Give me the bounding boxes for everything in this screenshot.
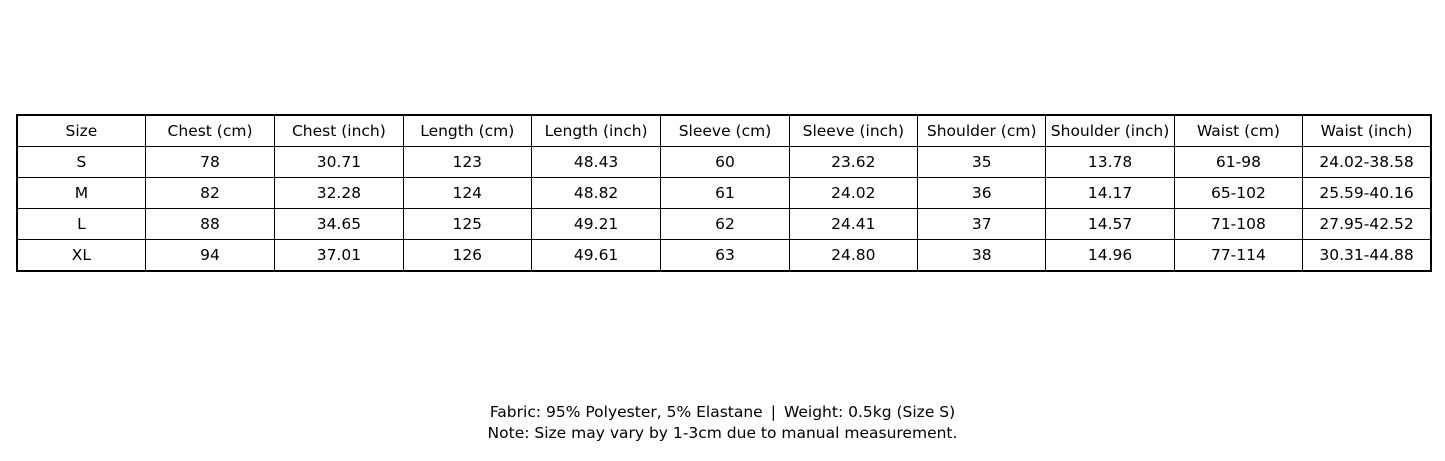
cell-sleeve-cm: 62 bbox=[661, 209, 789, 240]
cell-sleeve-cm: 63 bbox=[661, 240, 789, 272]
footnote-measurement-note: Note: Size may vary by 1-3cm due to manual measurement. bbox=[487, 424, 958, 442]
cell-waist-inch: 24.02-38.58 bbox=[1303, 147, 1431, 178]
cell-sleeve-inch: 23.62 bbox=[789, 147, 917, 178]
footnotes bbox=[0, 402, 1445, 444]
cell-shoulder-cm: 36 bbox=[918, 178, 1046, 209]
cell-length-cm: 123 bbox=[403, 147, 531, 178]
size-table-container bbox=[16, 114, 1432, 272]
cell-length-inch: 48.43 bbox=[531, 147, 660, 178]
cell-size: L bbox=[17, 209, 145, 240]
cell-chest-cm: 82 bbox=[145, 178, 274, 209]
size-table bbox=[16, 114, 1432, 272]
cell-shoulder-cm: 35 bbox=[918, 147, 1046, 178]
cell-length-cm: 126 bbox=[403, 240, 531, 272]
cell-waist-cm: 71-108 bbox=[1174, 209, 1302, 240]
footnote-separator: | bbox=[770, 403, 776, 421]
cell-shoulder-inch: 14.17 bbox=[1046, 178, 1174, 209]
cell-size: S bbox=[17, 147, 145, 178]
cell-size: M bbox=[17, 178, 145, 209]
cell-sleeve-inch: 24.80 bbox=[789, 240, 917, 272]
cell-shoulder-inch: 14.96 bbox=[1046, 240, 1174, 272]
cell-length-inch: 48.82 bbox=[531, 178, 660, 209]
table-row bbox=[17, 209, 1431, 240]
cell-chest-inch: 37.01 bbox=[275, 240, 403, 272]
cell-shoulder-inch: 13.78 bbox=[1046, 147, 1174, 178]
column-header-shoulder-inch: Shoulder (inch) bbox=[1046, 115, 1174, 147]
cell-waist-cm: 65-102 bbox=[1174, 178, 1302, 209]
cell-chest-inch: 30.71 bbox=[275, 147, 403, 178]
cell-chest-cm: 94 bbox=[145, 240, 274, 272]
cell-sleeve-inch: 24.41 bbox=[789, 209, 917, 240]
footnote-fabric-text: Fabric: 95% Polyester, 5% Elastane bbox=[489, 403, 763, 421]
cell-waist-inch: 27.95-42.52 bbox=[1303, 209, 1431, 240]
cell-shoulder-cm: 38 bbox=[918, 240, 1046, 272]
column-header-sleeve-inch: Sleeve (inch) bbox=[789, 115, 917, 147]
column-header-waist-inch: Waist (inch) bbox=[1303, 115, 1431, 147]
table-row bbox=[17, 240, 1431, 272]
cell-length-inch: 49.21 bbox=[531, 209, 660, 240]
table-header-row bbox=[17, 115, 1431, 147]
footnote-weight-text: Weight: 0.5kg (Size S) bbox=[783, 403, 956, 421]
column-header-shoulder-cm: Shoulder (cm) bbox=[918, 115, 1046, 147]
column-header-chest-inch: Chest (inch) bbox=[275, 115, 403, 147]
cell-length-inch: 49.61 bbox=[531, 240, 660, 272]
cell-sleeve-cm: 60 bbox=[661, 147, 789, 178]
cell-waist-cm: 61-98 bbox=[1174, 147, 1302, 178]
cell-size: XL bbox=[17, 240, 145, 272]
cell-waist-inch: 30.31-44.88 bbox=[1303, 240, 1431, 272]
cell-chest-inch: 34.65 bbox=[275, 209, 403, 240]
column-header-waist-cm: Waist (cm) bbox=[1174, 115, 1302, 147]
cell-sleeve-cm: 61 bbox=[661, 178, 789, 209]
cell-shoulder-inch: 14.57 bbox=[1046, 209, 1174, 240]
table-row bbox=[17, 147, 1431, 178]
cell-length-cm: 125 bbox=[403, 209, 531, 240]
footnote-fabric-weight bbox=[0, 402, 1445, 423]
cell-chest-cm: 78 bbox=[145, 147, 274, 178]
cell-chest-inch: 32.28 bbox=[275, 178, 403, 209]
cell-shoulder-cm: 37 bbox=[918, 209, 1046, 240]
column-header-chest-cm: Chest (cm) bbox=[145, 115, 274, 147]
column-header-length-inch: Length (inch) bbox=[531, 115, 660, 147]
table-row bbox=[17, 178, 1431, 209]
column-header-length-cm: Length (cm) bbox=[403, 115, 531, 147]
cell-length-cm: 124 bbox=[403, 178, 531, 209]
cell-waist-inch: 25.59-40.16 bbox=[1303, 178, 1431, 209]
cell-sleeve-inch: 24.02 bbox=[789, 178, 917, 209]
cell-chest-cm: 88 bbox=[145, 209, 274, 240]
cell-waist-cm: 77-114 bbox=[1174, 240, 1302, 272]
column-header-size: Size bbox=[17, 115, 145, 147]
column-header-sleeve-cm: Sleeve (cm) bbox=[661, 115, 789, 147]
